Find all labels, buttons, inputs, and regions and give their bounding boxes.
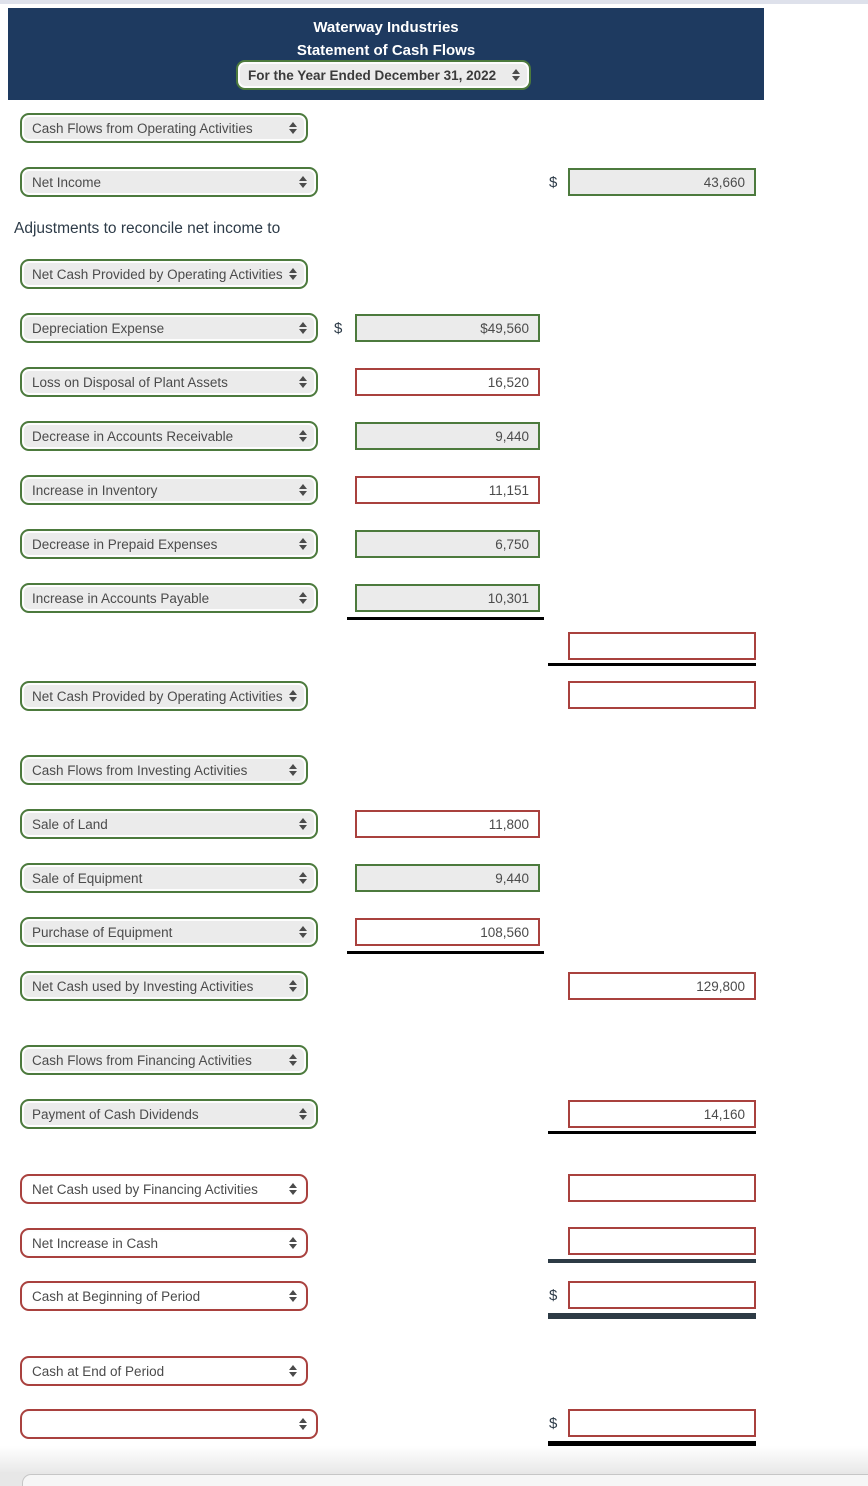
cash-end-dropdown[interactable] (20, 1356, 308, 1386)
decrease-prepaid-expenses-amount-input[interactable] (355, 530, 540, 558)
decrease-accounts-receivable-amount-input[interactable] (355, 422, 540, 450)
sale-of-land-label: Sale of Land (32, 816, 108, 832)
loss-on-disposal-dropdown[interactable] (20, 367, 318, 397)
depreciation-expense-label: Depreciation Expense (32, 320, 165, 336)
dropdown-arrows-icon (289, 1290, 297, 1302)
scrollbar-thumb[interactable] (22, 1474, 868, 1486)
dropdown-arrows-icon (299, 376, 307, 388)
dollar-sign: $ (549, 1415, 558, 1432)
cash-beginning-double-rule (548, 1313, 756, 1319)
increase-inventory-amount-input[interactable] (355, 476, 540, 504)
dropdown-arrows-icon (299, 818, 307, 830)
net-increase-in-cash-label: Net Increase in Cash (32, 1235, 159, 1251)
increase-accounts-payable-amount-input[interactable] (355, 584, 540, 612)
net-cash-investing-amount-input[interactable] (568, 972, 756, 1000)
period-dropdown[interactable] (236, 60, 531, 90)
operating-subtotal-rule (548, 663, 756, 666)
payment-of-dividends-label: Payment of Cash Dividends (32, 1106, 199, 1122)
net-cash-operating-dropdown[interactable] (20, 681, 308, 711)
sale-of-equipment-label: Sale of Equipment (32, 870, 143, 886)
statement-title: Statement of Cash Flows (296, 42, 476, 59)
net-cash-investing-dropdown[interactable] (20, 971, 308, 1001)
adjustments-total-rule (347, 617, 544, 620)
sale-of-equipment-amount-input[interactable] (355, 864, 540, 892)
net-income-dropdown[interactable] (20, 167, 318, 197)
dollar-sign: $ (334, 320, 343, 337)
investing-section-label: Cash Flows from Investing Activities (32, 762, 248, 778)
net-cash-financing-amount-input[interactable] (568, 1174, 756, 1202)
dropdown-arrows-icon (299, 176, 307, 188)
blank-account-dropdown[interactable] (20, 1409, 318, 1439)
dropdown-arrows-icon (299, 538, 307, 550)
cash-beginning-label: Cash at Beginning of Period (32, 1288, 201, 1304)
reconcile-target-label: Net Cash Provided by Operating Activities (32, 266, 283, 282)
financing-section-label: Cash Flows from Financing Activities (32, 1052, 252, 1068)
investing-total-rule (347, 951, 544, 954)
payment-of-dividends-dropdown[interactable] (20, 1099, 318, 1129)
decrease-accounts-receivable-label: Decrease in Accounts Receivable (32, 428, 234, 444)
loss-on-disposal-amount-input[interactable] (355, 368, 540, 396)
cash-end-amount-input[interactable] (568, 1409, 756, 1437)
cash-beginning-amount-input[interactable] (568, 1281, 756, 1309)
dropdown-arrows-icon (289, 1237, 297, 1249)
increase-accounts-payable-label: Increase in Accounts Payable (32, 590, 210, 606)
sale-of-equipment-dropdown[interactable] (20, 863, 318, 893)
net-increase-rule (548, 1259, 756, 1263)
dropdown-arrows-icon (299, 484, 307, 496)
purchase-of-equipment-label: Purchase of Equipment (32, 924, 173, 940)
net-cash-financing-label: Net Cash used by Financing Activities (32, 1181, 258, 1197)
dropdown-arrows-icon (289, 1054, 297, 1066)
depreciation-expense-dropdown[interactable] (20, 313, 318, 343)
cash-beginning-dropdown[interactable] (20, 1281, 308, 1311)
increase-inventory-dropdown[interactable] (20, 475, 318, 505)
dollar-sign: $ (549, 1287, 558, 1304)
dropdown-arrows-icon (289, 690, 297, 702)
dropdown-arrows-icon (289, 1183, 297, 1195)
financing-section-dropdown[interactable] (20, 1045, 308, 1075)
purchase-of-equipment-amount-input[interactable] (355, 918, 540, 946)
financing-total-rule (548, 1131, 756, 1134)
increase-accounts-payable-dropdown[interactable] (20, 583, 318, 613)
dropdown-arrows-icon (299, 1418, 307, 1430)
period-dropdown-label: For the Year Ended December 31, 2022 (248, 67, 497, 83)
payment-of-dividends-amount-input[interactable] (568, 1100, 756, 1128)
dropdown-arrows-icon (299, 322, 307, 334)
dropdown-arrows-icon (299, 430, 307, 442)
dropdown-arrows-icon (512, 69, 520, 81)
adjustments-note: Adjustments to reconcile net income to (14, 220, 281, 237)
statement-header (8, 8, 764, 100)
net-income-amount-input[interactable] (568, 168, 756, 196)
net-increase-in-cash-dropdown[interactable] (20, 1228, 308, 1258)
sale-of-land-dropdown[interactable] (20, 809, 318, 839)
net-increase-in-cash-amount-input[interactable] (568, 1227, 756, 1255)
depreciation-expense-amount-input[interactable] (355, 314, 540, 342)
cash-end-label: Cash at End of Period (32, 1363, 165, 1379)
dropdown-arrows-icon (289, 122, 297, 134)
net-cash-operating-label: Net Cash Provided by Operating Activities (32, 688, 283, 704)
operating-section-label: Cash Flows from Operating Activities (32, 120, 253, 136)
net-cash-financing-dropdown[interactable] (20, 1174, 308, 1204)
dropdown-arrows-icon (299, 1108, 307, 1120)
dropdown-arrows-icon (289, 980, 297, 992)
dropdown-arrows-icon (299, 926, 307, 938)
investing-section-dropdown[interactable] (20, 755, 308, 785)
decrease-prepaid-expenses-label: Decrease in Prepaid Expenses (32, 536, 218, 552)
net-cash-investing-label: Net Cash used by Investing Activities (32, 978, 254, 994)
dollar-sign: $ (549, 174, 558, 191)
net-cash-operating-amount-input[interactable] (568, 681, 756, 709)
dropdown-arrows-icon (289, 268, 297, 280)
decrease-prepaid-expenses-dropdown[interactable] (20, 529, 318, 559)
sale-of-land-amount-input[interactable] (355, 810, 540, 838)
company-name: Waterway Industries (313, 19, 459, 36)
increase-inventory-label: Increase in Inventory (32, 482, 158, 498)
total-adjustments-amount-input[interactable] (568, 632, 756, 660)
net-income-label: Net Income (32, 174, 102, 190)
loss-on-disposal-label: Loss on Disposal of Plant Assets (32, 374, 228, 390)
dropdown-arrows-icon (289, 764, 297, 776)
decrease-accounts-receivable-dropdown[interactable] (20, 421, 318, 451)
window-top-strip (0, 0, 868, 4)
dropdown-arrows-icon (289, 1365, 297, 1377)
dropdown-arrows-icon (299, 872, 307, 884)
bottom-fade (0, 1446, 868, 1472)
reconcile-target-dropdown[interactable] (20, 259, 308, 289)
purchase-of-equipment-dropdown[interactable] (20, 917, 318, 947)
dropdown-arrows-icon (299, 592, 307, 604)
operating-section-dropdown[interactable] (20, 113, 308, 143)
